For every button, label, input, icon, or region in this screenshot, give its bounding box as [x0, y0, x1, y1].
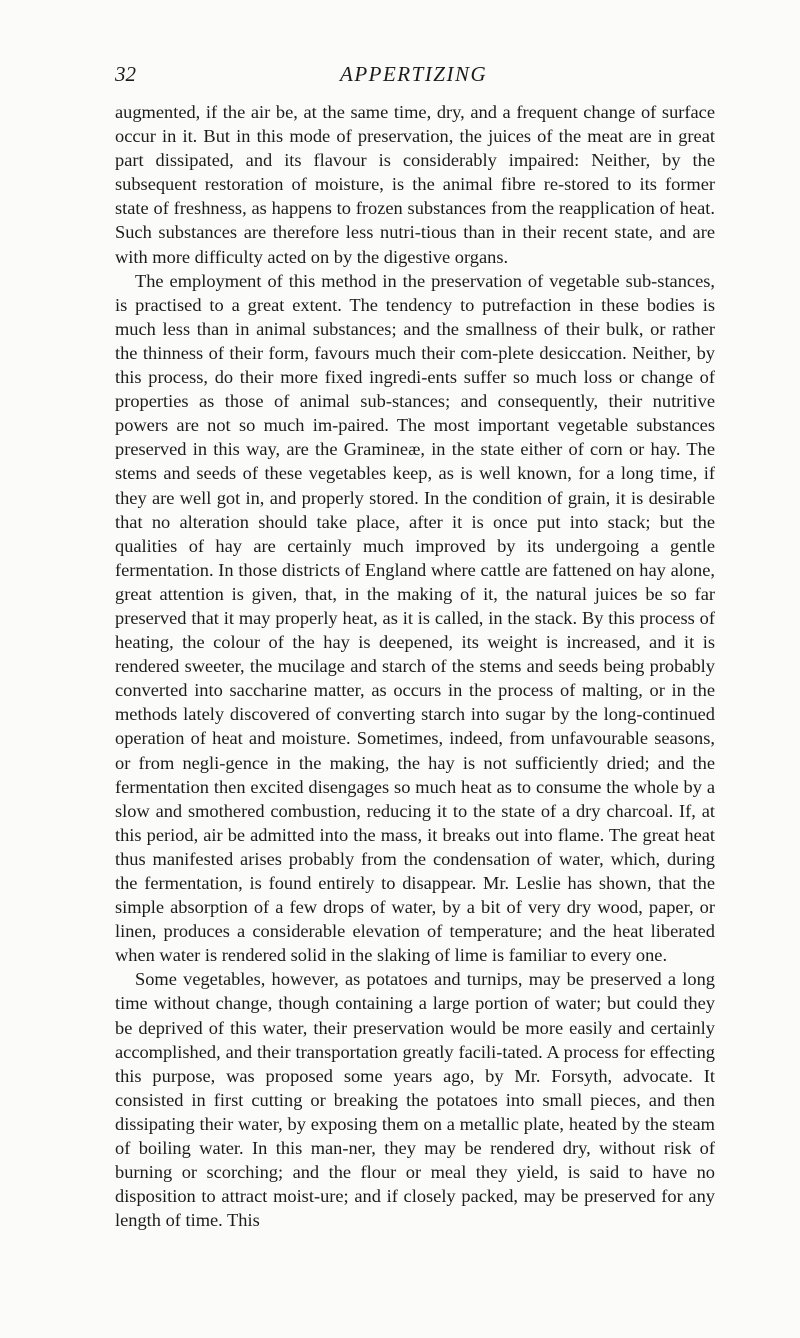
page-header	[115, 62, 710, 92]
paragraph: The employment of this method in the preservation of vegetable sub-stances, is practised to a great extent. The tendency to putrefaction in these bodies is much less than in animal substances; and the smallness of their bulk, or rather the thinness of their form, favours much their com-plete desiccation. Neither, by this process, do their more fixed ingredi-ents suffer so much loss or change of properties as those of animal sub-stances; and consequently, their nutritive powers are not so much im-paired. The most important vegetable substances preserved in this way, are the Gramineæ, in the state either of corn or hay. The stems and seeds of these vegetables keep, as is well known, for a long time, if they are well got in, and properly stored. In the condition of grain, it is desirable that no alteration should take place, after it is once put into stack; but the qualities of hay are certainly much improved by its undergoing a gentle fermentation. In those districts of England where cattle are fattened on hay alone, great attention is given, that, in the making of it, the natural juices be so far preserved that it may properly heat, as it is called, in the stack. By this process of heating, the colour of the hay is deepened, its weight is increased, and it is rendered sweeter, the mucilage and starch of the stems and seeds being probably converted into saccharine matter, as occurs in the process of malting, or in the methods lately discovered of converting starch into sugar by the long-continued operation of heat and moisture. Sometimes, indeed, from unfavourable seasons, or from negli-gence in the making, the hay is not sufficiently dried; and the fermentation then excited disengages so much heat as to consume the whole by a slow and smothered combustion, reducing it to the state of a dry charcoal. If, at this period, air be admitted into the mass, it breaks out into flame. The great heat thus manifested arises probably from the condensation of water, which, during the fermentation, is found entirely to disappear. Mr. Leslie has shown, that the simple absorption of a few drops of water, by a bit of very dry wood, paper, or linen, produces a considerable elevation of temperature; and the heat liberated when water is rendered solid in the slaking of lime is familiar to every one.	[115, 270, 715, 966]
body-text	[115, 100, 715, 1232]
running-head: APPERTIZING	[340, 62, 488, 86]
page-number: 32	[115, 62, 136, 86]
paragraph: Some vegetables, however, as potatoes and turnips, may be preserved a long time without change, though containing a large portion of water; but could they be deprived of this water, their preservation would be more easily and certainly accomplished, and their transportation greatly facili-tated. A process for effecting this purpose, was proposed some years ago, by Mr. Forsyth, advocate. It consisted in first cutting or breaking the potatoes into small pieces, and then dissipating their water, by exposing them on a metallic plate, heated by the steam of boiling water. In this man-ner, they may be rendered dry, without risk of burning or scorching; and the flour or meal they yield, is said to have no disposition to attract moist-ure; and if closely packed, may be preserved for any length of time. This	[115, 969, 715, 1231]
paragraph: augmented, if the air be, at the same time, dry, and a frequent change of surface occur in it. But in this mode of preservation, the juices of the meat are in great part dissipated, and its flavour is considerably impaired: Neither, by the subsequent restoration of moisture, is the animal fibre re-stored to its former state of freshness, as happens to frozen substances from the reapplication of heat. Such substances are therefore less nutri-tious than in their recent state, and are with more difficulty acted on by the digestive organs.	[115, 102, 715, 267]
